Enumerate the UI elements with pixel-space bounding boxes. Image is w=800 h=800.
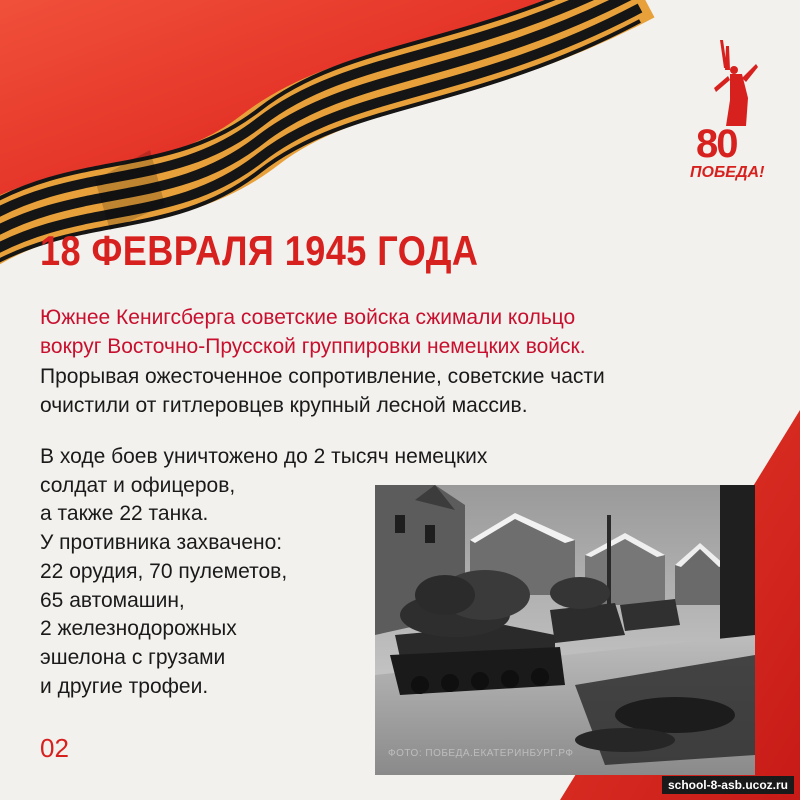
body-line: Прорывая ожесточенное сопротивление, советские части: [40, 365, 605, 388]
motherland-statue-icon: [686, 40, 770, 130]
lead-line: вокруг Восточно-Прусской группировки немецких войск.: [40, 335, 586, 358]
photo-credit: ФОТО: ПОБЕДА.ЕКАТЕРИНБУРГ.РФ: [388, 748, 574, 759]
facts-line: 22 орудия, 70 пулеметов,: [40, 559, 288, 583]
photo-illustration: [375, 485, 755, 775]
facts-line: солдат и офицеров,: [40, 473, 236, 497]
facts-line: и другие трофеи.: [40, 674, 209, 698]
facts-paragraph: [40, 443, 488, 701]
body-paragraph: [40, 362, 740, 420]
historical-photo: [375, 485, 755, 775]
facts-line: В ходе боев уничтожено до 2 тысяч немецких: [40, 445, 488, 468]
site-watermark: school-8-asb.ucoz.ru: [662, 776, 794, 794]
facts-line: 2 железнодорожных: [40, 617, 237, 641]
logo-number: 80: [696, 122, 737, 166]
facts-line: У противника захвачено:: [40, 531, 283, 555]
facts-line: эшелона с грузами: [40, 645, 226, 669]
facts-line: 65 автомашин,: [40, 588, 185, 612]
lead-paragraph: [40, 303, 740, 361]
page-number: 02: [40, 733, 69, 763]
logo-word: ПОБЕДА!: [690, 164, 765, 181]
facts-line: а также 22 танка.: [40, 502, 209, 526]
victory-80-logo: [686, 40, 770, 190]
lead-line: Южнее Кенигсберга советские войска сжимали кольцо: [40, 306, 576, 329]
page-title: 18 ФЕВРАЛЯ 1945 ГОДА: [40, 227, 479, 274]
body-line: очистили от гитлеровцев крупный лесной массив.: [40, 394, 528, 417]
